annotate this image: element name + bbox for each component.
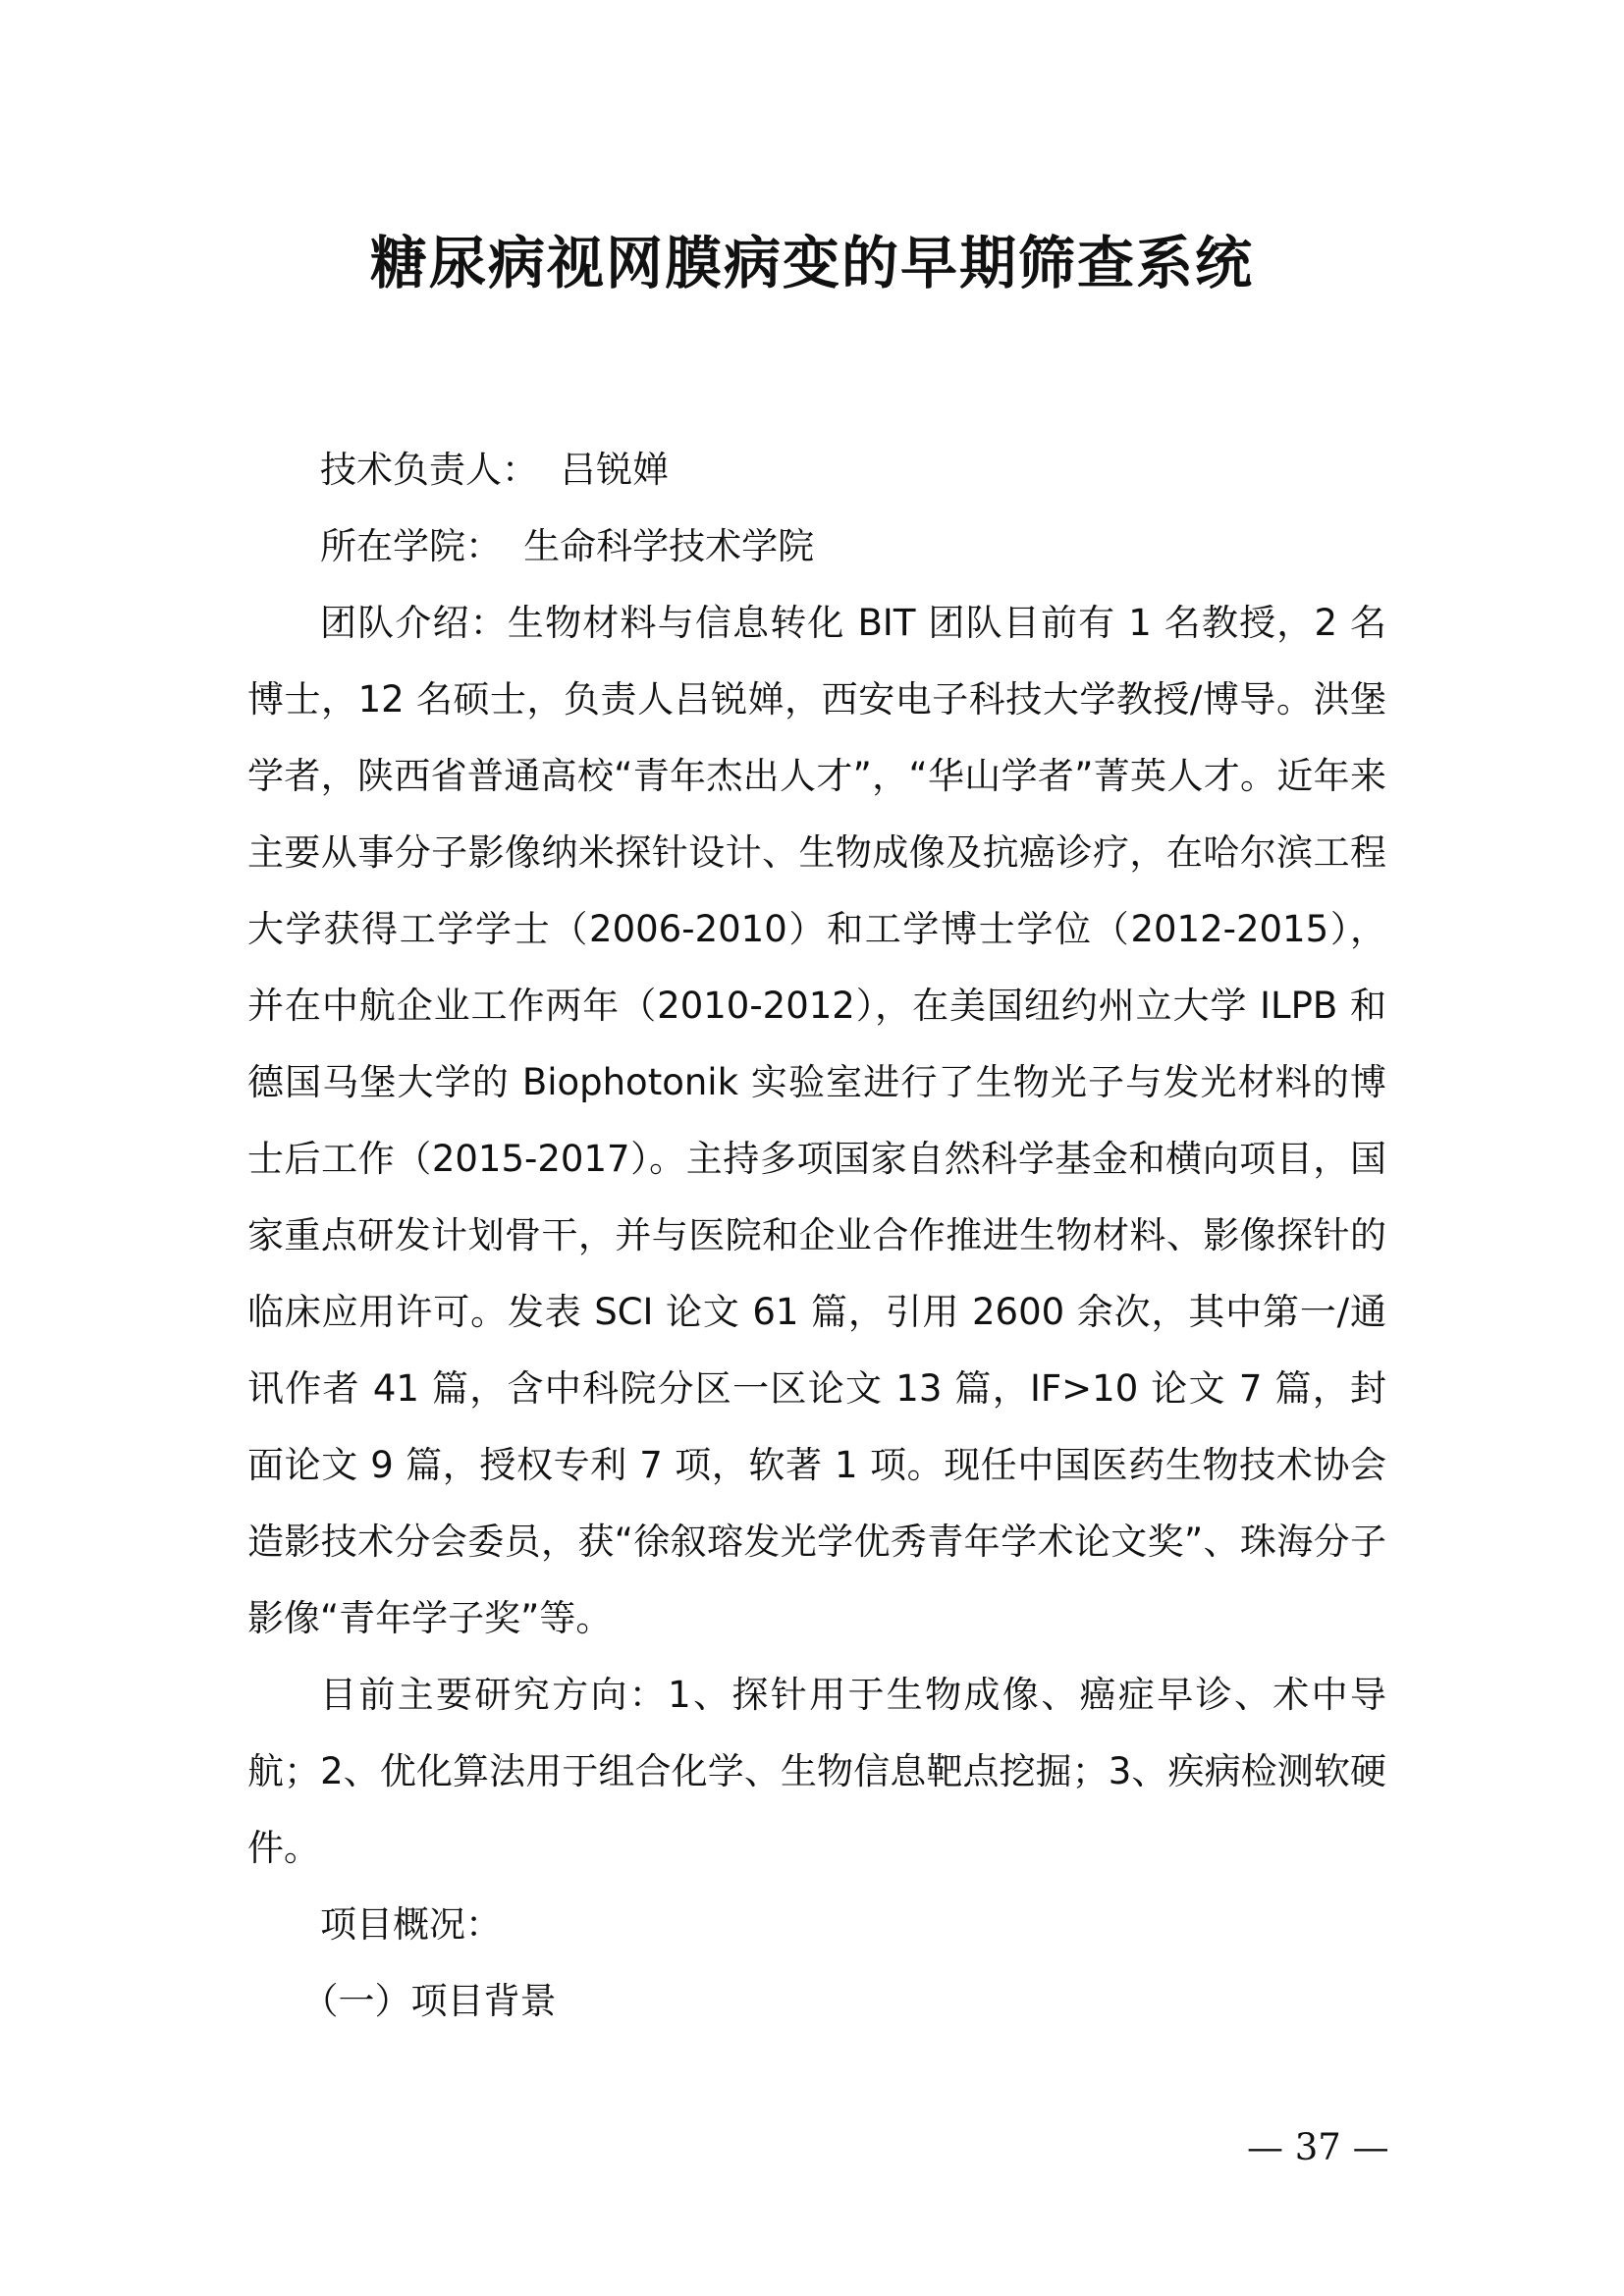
tech-lead-value: 吕锐婵 — [560, 449, 670, 491]
section-heading-background: （一）项目背景 — [301, 1980, 557, 2022]
college-label: 所在学院： — [320, 525, 502, 567]
project-overview-heading: 项目概况： — [320, 1903, 502, 1946]
research-directions-paragraph: 目前主要研究方向：1、探针用于生物成像、癌症早诊、术中导航；2、优化算法用于组合化学、生物信息靶点挖掘；3、疾病检测软硬件。 — [247, 1674, 1386, 1869]
college-line — [247, 508, 1386, 585]
document-title: 糖尿病视网膜病变的早期筛查系统 — [369, 230, 1254, 296]
page-number: — 37 — — [1247, 2126, 1389, 2168]
tech-lead-label: 技术负责人： — [320, 449, 538, 491]
team-intro-paragraph: 团队介绍：生物材料与信息转化 BIT 团队目前有 1 名教授，2 名博士，12 名硕士，负责人吕锐婵，西安电子科技大学教授/博导。洪堡学者，陕西省普通高校“青年杰出人才”，“华山学者”菁英人才。近年来主要从事分子影像纳米探针设计、生物成像及抗癌诊疗，在哈尔滨工程大学获得工学学士（2006-2010）和工学博士学位（2012-2015），并在中航企业工作两年（2010-2012），在美国纽约州立大学 ILPB 和德国马堡大学的 Biophotonik 实验室进行了生物光子与发光材料的博士后工作（2015-2017）。主持多项国家自然科学基金和横向项目，国家重点研发计划骨干，并与医院和企业合作推进生物材料、影像探针的临床应用许可。发表 SCI 论文 61 篇，引用 2600 余次，其中第一/通讯作者 41 篇，含中科院分区一区论文 13 篇，IF>10 论文 7 篇，封面论文 9 篇，授权专利 7 项，软著 1 项。现任中国医药生物技术协会造影技术分会委员，获“徐叙瑢发光学优秀青年学术论文奖”、珠海分子影像“青年学子奖”等。 — [247, 602, 1386, 1639]
document-body — [247, 432, 1386, 2040]
college-value: 生命科学技术学院 — [523, 525, 815, 567]
tech-lead-line — [247, 432, 1386, 508]
